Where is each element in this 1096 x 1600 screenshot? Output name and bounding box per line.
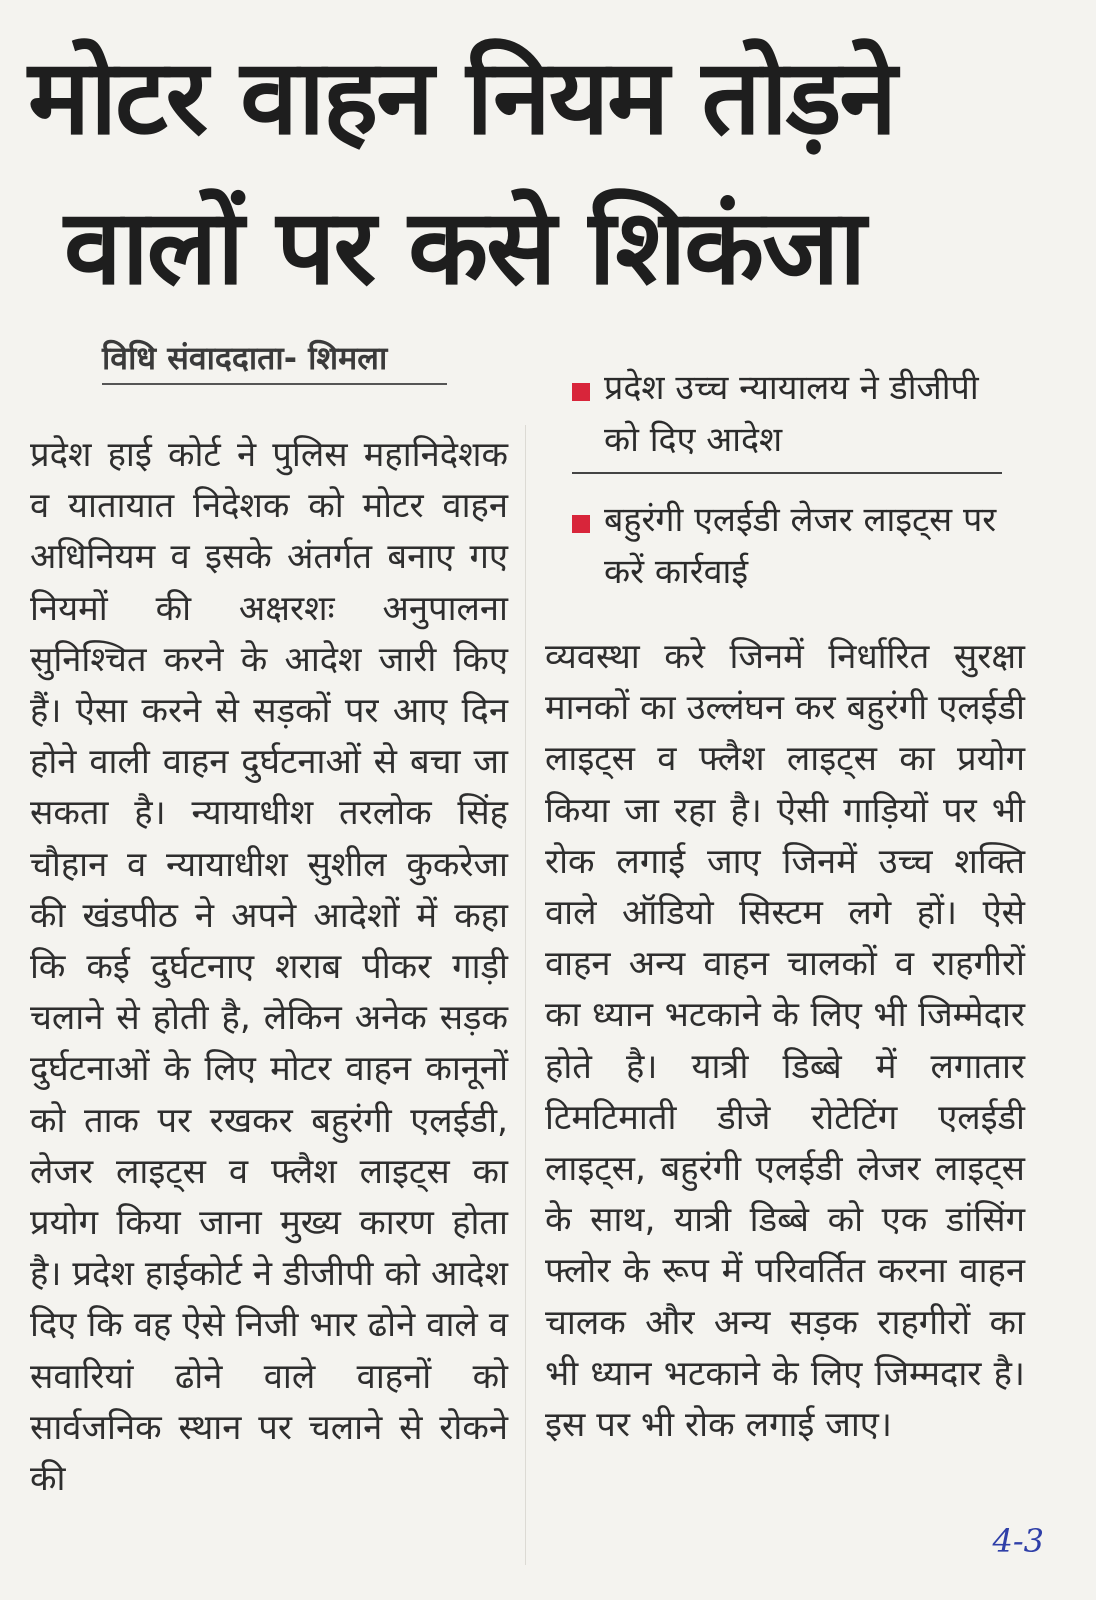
highlight-item bbox=[572, 362, 1002, 474]
article-column-left: प्रदेश हाई कोर्ट ने पुलिस महानिदेशक व यातायात निदेशक को मोटर वाहन अधिनियम व इसके अंतर्गत बनाए गए नियमों की अक्षरशः अनुपालना सुनिश्चित करने के आदेश जारी किए हैं। ऐसा करने से सड़कों पर आए दिन होने वाली वाहन दुर्घटनाओं से बचा जा सकता है। न्यायाधीश तरलोक सिंह चौहान व न्यायाधीश सुशील कुकरेजा की खंडपीठ ने अपने आदेशों में कहा कि कई दुर्घटनाए शराब पीकर गाड़ी चलाने से होती है, लेकिन अनेक सड़क दुर्घटनाओं के लिए मोटर वाहन कानूनों को ताक पर रखकर बहुरंगी एलईडी, लेजर लाइट्स व फ्लैश लाइट्स का प्रयोग किया जाना मुख्य कारण होता है। प्रदेश हाईकोर्ट ने डीजीपी को आदेश दिए कि वह ऐसे निजी भार ढोने वाले व सवारियां ढोने वाले वाहनों को सार्वजनिक स्थान पर चलाने से रोकने की bbox=[30, 435, 508, 1500]
highlight-text: बहुरंगी एलईडी लेजर लाइट्स पर करें कार्रवाई bbox=[604, 500, 997, 592]
square-bullet-icon bbox=[572, 383, 590, 401]
highlight-text: प्रदेश उच्च न्यायालय ने डीजीपी को दिए आदेश bbox=[604, 368, 979, 460]
handwritten-page-mark: 4-3 bbox=[992, 1522, 1044, 1560]
byline: विधि संवाददाता- शिमला bbox=[102, 336, 447, 385]
headline bbox=[20, 22, 1070, 322]
headline-line-1: मोटर वाहन नियम तोड़ने bbox=[28, 36, 896, 158]
article-column-right: व्यवस्था करे जिनमें निर्धारित सुरक्षा मानकों का उल्लंघन कर बहुरंगी एलईडी लाइट्स व फ्लैश लाइट्स का प्रयोग किया जा रहा है। ऐसी गाड़ियों पर भी रोक लगाई जाए जिनमें उच्च शक्ति वाले ऑडियो सिस्टम लगे हों। ऐसे वाहन अन्य वाहन चालकों व राहगीरों का ध्यान भटकाने के लिए भी जिम्मेदार होते है। यात्री डिब्बे में लगातार टिमटिमाती डीजे रोटेटिंग एलईडी लाइट्स, बहुरंगी एलईडी लेजर लाइट्स के साथ, यात्री डिब्बे को एक डांसिंग फ्लोर के रूप में परिवर्तित करना वाहन चालक और अन्य सड़क राहगीरों का भी ध्यान भटकाने के लिए जिम्मदार है। इस पर भी रोक लगाई जाए। bbox=[545, 637, 1025, 1446]
headline-line-2: वालों पर कसे शिकंजा bbox=[64, 186, 865, 308]
highlight-item bbox=[572, 494, 1002, 598]
column-divider bbox=[525, 425, 526, 1565]
square-bullet-icon bbox=[572, 515, 590, 533]
highlights-box bbox=[572, 362, 1002, 598]
